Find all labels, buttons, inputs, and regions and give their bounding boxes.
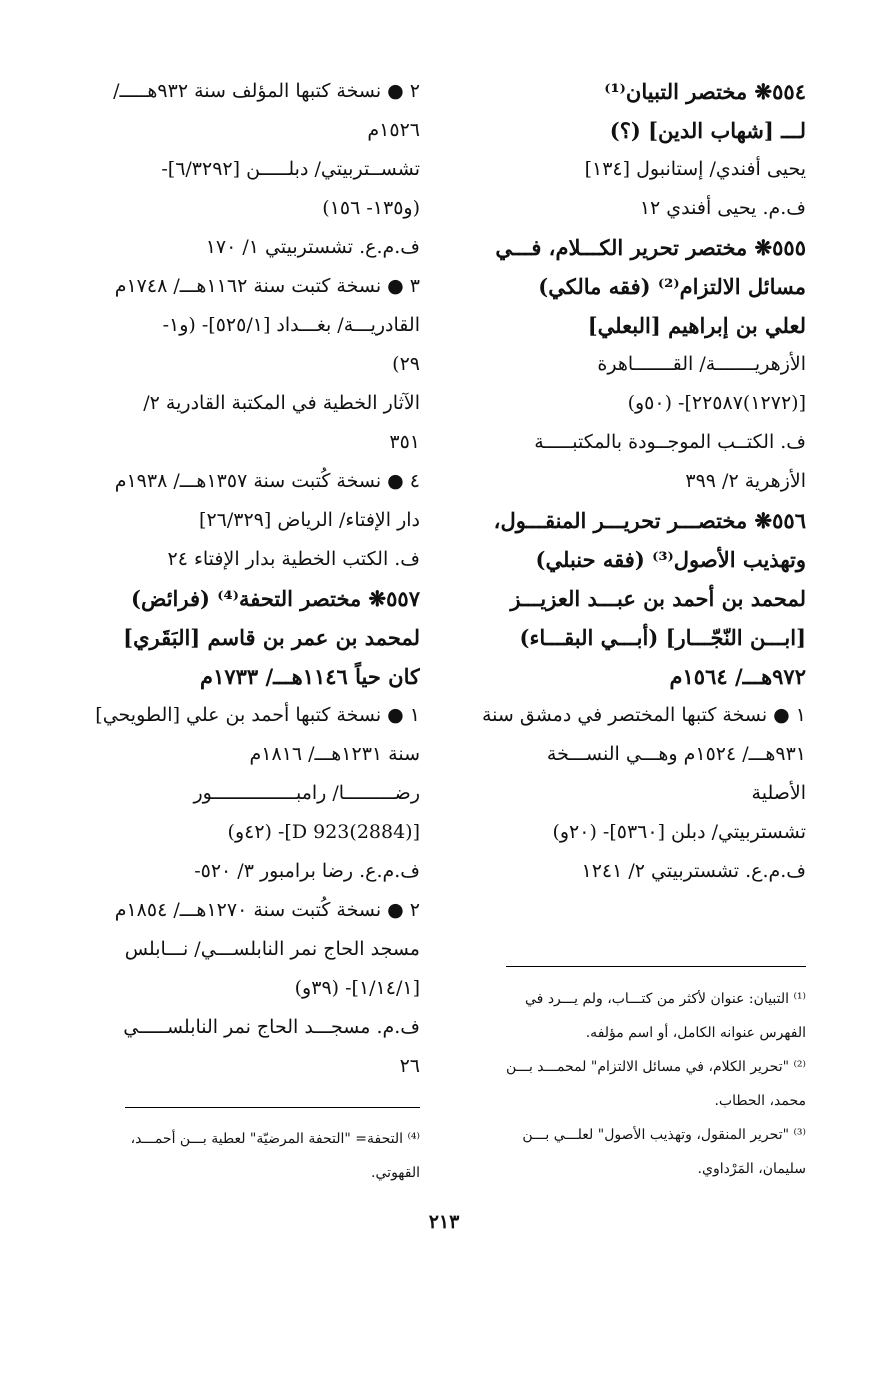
right-footnotes: [470, 982, 806, 1186]
entry-557-copy-2-shelfmark: [١/١٤/١]- (٣٩و): [294, 977, 420, 999]
entry-556-copy-2-cont: ١٥٢٦م: [367, 119, 420, 141]
entry-555-title: ٥٥٥❋ مختصر تحرير الكـــلام، فـــي: [495, 235, 806, 260]
right-column: [470, 72, 806, 891]
entry-555-shelfmark: [(١٢٧٢)٢٢٥٨٧]- (٥٠و): [627, 392, 806, 414]
page-number: ٢١٣: [428, 1211, 460, 1233]
entry-557-copy-1: ١ ● نسخة كتبها أحمد بن علي [الطويحي]: [95, 704, 420, 726]
footnote-4-cont: القهوتي.: [371, 1165, 420, 1181]
entry-554-author: لـــ [شهاب الدين] (؟): [609, 118, 806, 143]
entry-556-author: لمحمد بن أحمد بن عبـــد العزيـــز: [510, 586, 806, 611]
entry-556-copy-3-location: القادريـــة/ بغـــداد [٥٢٥/١]- (و١-: [162, 314, 420, 336]
entry-557-copy-2: ٢ ● نسخة كُتبت سنة ١٢٧٠هـــ/ ١٨٥٤م: [114, 899, 420, 921]
footnote-3: ⁽³⁾ "تحرير المنقول، وتهذيب الأصول" لعلـــي بـــن: [522, 1127, 806, 1143]
entry-556-copy-2-location: تشســتربيتي/ دبلـــــن [٦/٣٢٩٢]-: [161, 158, 420, 180]
entry-555-author: لعلي بن إبراهيم [البعلي]: [587, 313, 806, 338]
entry-556-author-cont: [ابـــن النّجّـــار] (أبـــي البقـــاء): [519, 625, 806, 650]
entry-556-title-cont: وتهذيب الأصول⁽³⁾ (فقه حنبلي): [535, 547, 806, 572]
entry-556-copy-3-folios: ٢٩): [392, 353, 420, 375]
entry-556-copy-2-folios: (و١٣٥- ١٥٦): [322, 197, 420, 219]
entry-556-copy-2: ٢ ● نسخة كتبها المؤلف سنة ٩٣٢هـــــ/: [113, 80, 420, 102]
entry-555-reference-cont: الأزهرية ٢/ ٣٩٩: [685, 470, 806, 492]
entry-556-copy-4-reference: ف. الكتب الخطية بدار الإفتاء ٢٤: [167, 548, 420, 570]
entry-554-location: يحيى أفندي/ إستانبول [١٣٤]: [584, 158, 806, 180]
entry-557-copy-2-reference-cont: ٢٦: [399, 1055, 420, 1077]
entry-555-title-cont: مسائل الالتزام⁽²⁾ (فقه مالكي): [538, 274, 806, 299]
entry-557-copy-1-date: سنة ١٢٣١هـــ/ ١٨١٦م: [249, 743, 420, 765]
entry-557-copy-1-shelfmark: [(2884)923 D]- (٤٢و): [227, 821, 420, 843]
entry-557-date: كان حياً ١١٤٦هـــ/ ١٧٣٣م: [200, 664, 420, 689]
footnote-4: ⁽⁴⁾ التحفة= "التحفة المرضيّة" لعطية بـــن أحمـــد،: [130, 1131, 420, 1147]
entry-557-copy-2-reference: ف.م. مسجـــد الحاج نمر النابلســـــي: [123, 1016, 420, 1038]
entry-557-author: لمحمد بن عمر بن قاسم [البَقَري]: [123, 625, 420, 650]
entry-557-copy-1-location: رضـــــــــا/ رامبـــــــــــــــور: [193, 782, 420, 804]
footnote-2-cont: محمد، الحطاب.: [714, 1093, 806, 1109]
entry-556-copy-1-note: الأصلية: [751, 782, 806, 804]
entry-556-copy-1-cont: ٩٣١هـــ/ ١٥٢٤م وهـــي النســـخة: [546, 743, 806, 765]
entry-554-reference: ف.م. يحيى أفندي ١٢: [639, 197, 806, 219]
entry-555-location: الأزهريـــــــة/ القـــــــاهرة: [597, 353, 806, 375]
entry-556-copy-3-reference-cont: ٣٥١: [389, 431, 420, 453]
entry-556-copy-1-reference: ف.م.ع. تشستربيتي ٢/ ١٢٤١: [581, 860, 806, 882]
footnote-3-cont: سليمان، المَرْداوي.: [697, 1161, 806, 1177]
entry-557-title: ٥٥٧❋ مختصر التحفة⁽⁴⁾ (فرائض): [131, 586, 420, 611]
entry-556-title: ٥٥٦❋ مختصـــر تحريـــر المنقـــول،: [493, 508, 806, 533]
entry-557-copy-1-reference: ف.م.ع. رضا برامبور ٣/ ٥٢٠-: [194, 860, 420, 882]
entry-554-title: ٥٥٤❋ مختصر التبيان⁽¹⁾: [604, 79, 806, 104]
entry-556-copy-2-reference: ف.م.ع. تشستربيتي ١/ ١٧٠: [205, 236, 420, 258]
entry-555-reference: ف. الكتــب الموجــودة بالمكتبـــــة: [534, 431, 806, 453]
left-footnotes: [84, 1122, 420, 1190]
entry-556-copy-3-reference: الآثار الخطية في المكتبة القادرية ٢/: [143, 392, 420, 414]
left-footnote-rule: [125, 1107, 420, 1108]
entry-556-copy-1: ١ ● نسخة كتبها المختصر في دمشق سنة: [481, 704, 806, 726]
entry-556-copy-3: ٣ ● نسخة كتبت سنة ١١٦٢هـــ/ ١٧٤٨م: [114, 275, 420, 297]
footnote-1: ⁽¹⁾ التبيان: عنوان لأكثر من كتـــاب، ولم يـــرد في: [525, 991, 806, 1007]
left-column: [84, 72, 420, 1086]
right-footnote-rule: [506, 966, 806, 967]
entry-556-copy-4-location: دار الإفتاء/ الرياض [٢٦/٣٢٩]: [199, 509, 420, 531]
entry-556-copy-4: ٤ ● نسخة كُتبت سنة ١٣٥٧هـــ/ ١٩٣٨م: [114, 470, 420, 492]
entry-557-copy-2-location: مسجد الحاج نمر النابلســـي/ نـــابلس: [124, 938, 420, 960]
entry-556-date: ٩٧٢هـــ/ ١٥٦٤م: [669, 664, 806, 689]
footnote-1-cont: الفهرس عنوانه الكامل، أو اسم مؤلفه.: [585, 1025, 806, 1041]
entry-556-copy-1-location: تشستربيتي/ دبلن [٥٣٦٠]- (٢٠و): [552, 821, 806, 843]
footnote-2: ⁽²⁾ "تحرير الكلام، في مسائل الالتزام" لمحمـــد بـــن: [505, 1059, 806, 1075]
